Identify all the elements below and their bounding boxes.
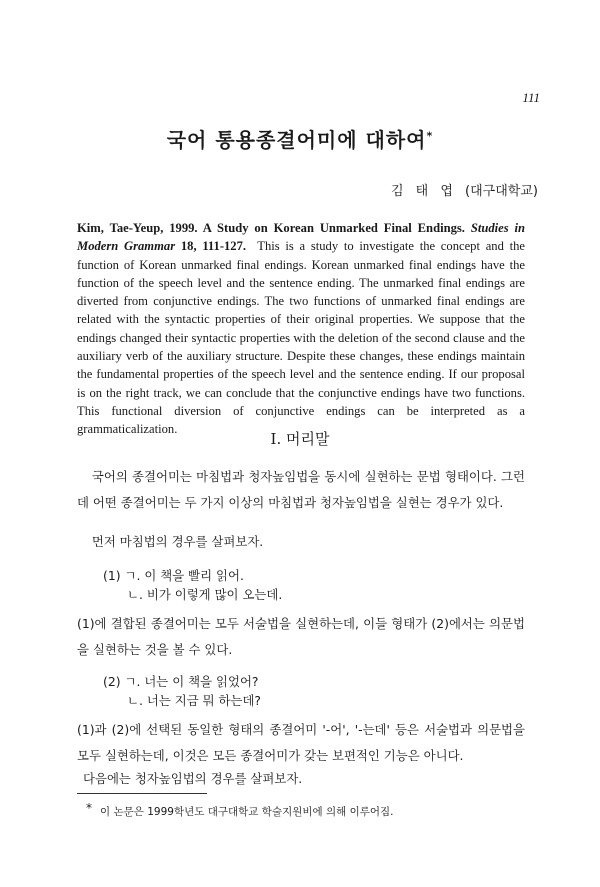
example-2a: (2) ㄱ. 너는 이 책을 읽었어? — [103, 674, 259, 689]
footnote-rule — [77, 793, 207, 794]
paper-title-text: 국어 통용종결어미에 대하여 — [166, 128, 427, 152]
page-number: 111 — [522, 90, 540, 105]
footnote-mark: * — [86, 801, 92, 815]
abstract-citation: Kim, Tae-Yeup, 1999. A Study on Korean Unmarked Final Endings. — [77, 221, 465, 235]
paragraph-lead: 먼저 마침법의 경우를 살펴보자. — [91, 534, 264, 549]
abstract-body: This is a study to investigate the concept and the function of Korean unmarked final endings. Korean unmarked final endings have the function of the speech level and the sentence ending. The unmarked final endings are diverted from conjunctive endings. The two functions of unmarked final endings are related with the syntactic properties of their original properties. We suppose that the endings changed their syntactic properties with the deletion of the second clause and the auxiliary verb of the auxiliary structure. Despite these changes, these endings maintain the fundamental properties of the speech level and the sentence ending. If our proposal is on the right track, we can conclude that the conjunctive endings have two functions. This functional diversion of conjunctive endings can be interpreted as a grammaticalization. — [77, 239, 525, 437]
paper-title — [0, 124, 600, 153]
footnote — [86, 801, 394, 819]
abstract — [77, 219, 525, 439]
paragraph-intro: 국어의 종결어미는 마침법과 청자높임법을 동시에 실현하는 문법 형태이다. 그런데 어떤 종결어미는 두 가지 이상의 마침법과 청자높임법을 실현는 경우가 있다. — [77, 469, 525, 510]
title-footnote-mark: * — [426, 129, 434, 143]
example-2b: ㄴ. 너는 지금 뭐 하는데? — [127, 693, 261, 708]
paragraph-next: 다음에는 청자높임법의 경우를 살펴보자. — [83, 771, 303, 786]
section-heading: I. 머리말 — [270, 430, 330, 448]
paragraph-discussion-1: (1)에 결합된 종결어미는 모두 서술법을 실현하는데, 이들 형태가 (2)에서는 의문법을 실현하는 것을 볼 수 있다. — [77, 616, 525, 657]
paragraph-discussion-2: (1)과 (2)에 선택된 동일한 형태의 종결어미 '-어', '-는데' 등은 서술법과 의문법을 모두 실현하는데, 이것은 모든 종결어미가 갖는 보편적인 기능은 아니다. — [77, 722, 525, 763]
example-1b: ㄴ. 비가 이렇게 많이 오는데. — [127, 587, 283, 602]
example-1a: (1) ㄱ. 이 책을 빨리 읽어. — [103, 568, 244, 583]
footnote-text: 이 논문은 1999학년도 대구대학교 학술지원비에 의해 이루어짐. — [100, 806, 394, 818]
abstract-journal: Studies in Modern Grammar — [77, 221, 525, 254]
abstract-volume: 18, 111-127. — [180, 239, 247, 254]
author-affiliation: 김 태 엽 (대구대학교) — [390, 184, 538, 199]
